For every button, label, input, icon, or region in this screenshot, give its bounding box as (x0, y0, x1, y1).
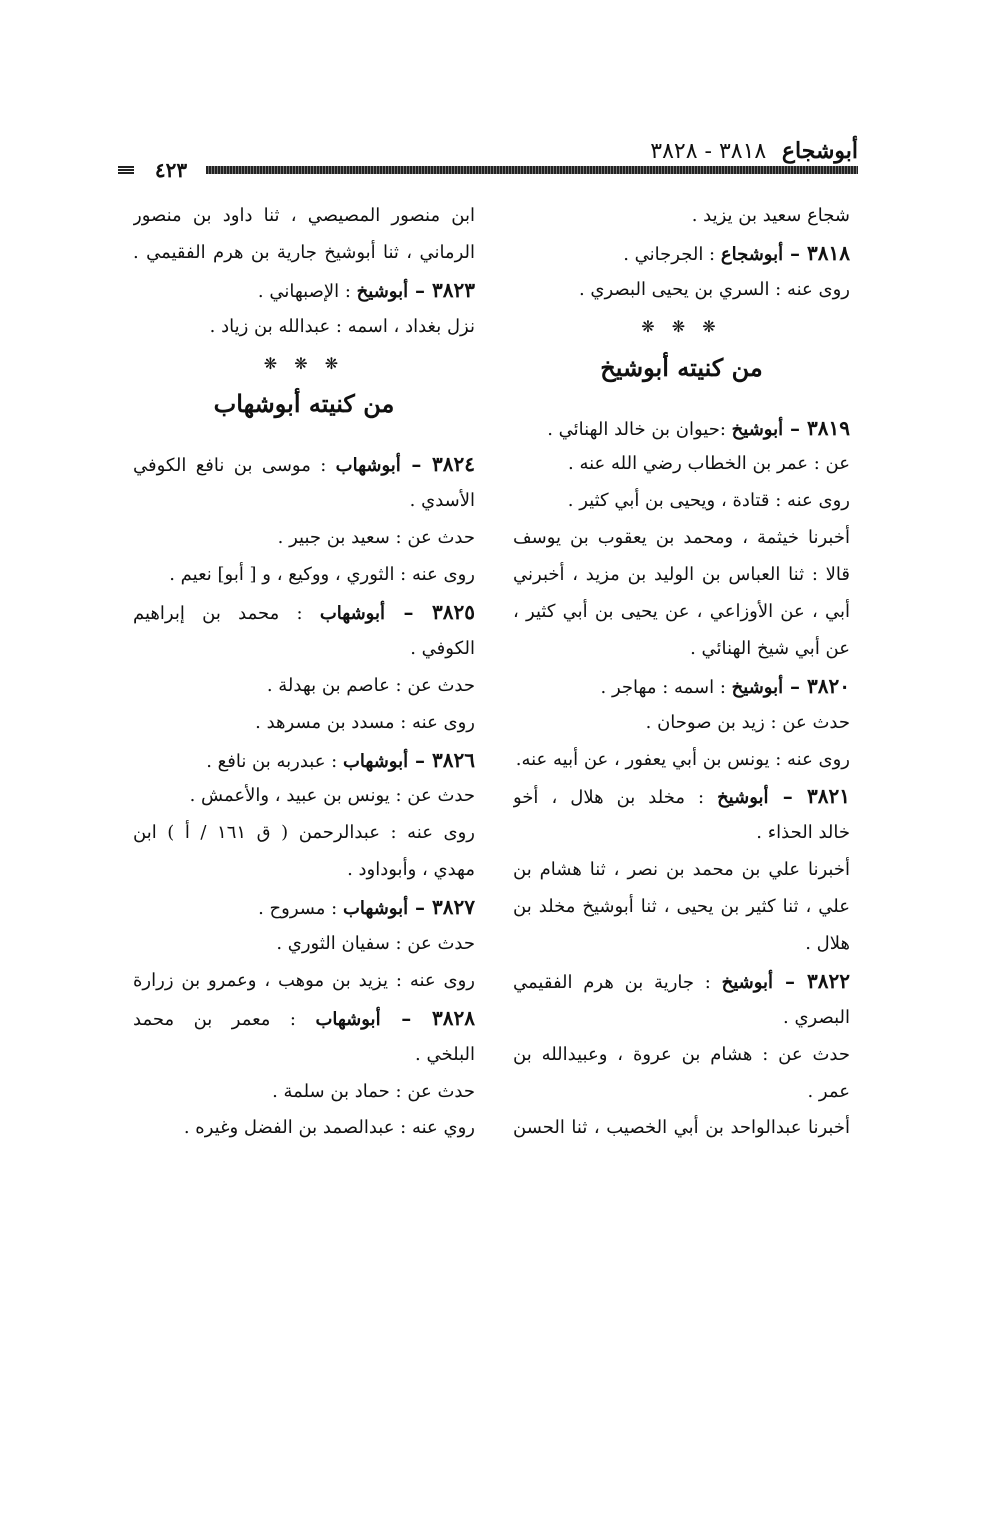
text-line: حدث عن : سعيد بن جبير . (277, 527, 475, 549)
entry-kunya: أبوشهاب (315, 1008, 381, 1030)
right-column (513, 198, 850, 1147)
entry-line (513, 963, 850, 1000)
spacer (513, 390, 850, 410)
text-line: أخبرنا خيثمة ، ومحمد بن يعقوب بن يوسف (513, 527, 850, 549)
section-divider: ❋ ❋ ❋ (641, 316, 722, 336)
text-line: روى عنه : يونس بن أبي يعفور ، عن أبيه عنه. (515, 748, 850, 770)
text-line: هلال . (805, 933, 850, 955)
text-line: البصري . (783, 1006, 850, 1028)
running-title (650, 138, 858, 164)
entry-number: ٣٨٢٧ – (408, 895, 475, 920)
entry-number: ٣٨٢٦ – (408, 747, 475, 772)
entry-number: ٣٨٢٣ – (408, 277, 475, 302)
left-column (133, 198, 475, 1147)
entry-kunya: أبوشجاع (720, 243, 784, 265)
entry-line (513, 410, 850, 447)
entry-line (133, 594, 475, 631)
entry-line (133, 742, 475, 779)
text-line: شجاع سعيد بن يزيد . (691, 205, 850, 226)
text-line: أخبرنا عبدالواحد بن أبي الخصيب ، ثنا الحسن (513, 1117, 850, 1139)
text-line: أبي ، عن الأوزاعي ، عن يحيى بن أبي كثير ، (513, 601, 850, 623)
text-line: روى عنه : عبدالرحمن ( ق ١٦١ / أ ) ابن (133, 822, 475, 844)
entry-kunya: أبوشهاب (342, 750, 409, 772)
entry-kunya: أبوشيخ (717, 787, 769, 809)
text-line: روى عنه : الثوري ، ووكيع ، و [ أبو] نعيم . (169, 564, 475, 586)
text-line: حدث عن : عاصم بن بهدلة . (266, 674, 475, 696)
section-heading: من كنيته أبوشهاب (213, 389, 395, 419)
text-line: قالا : ثنا العباس بن الوليد بن مزيد ، أخبرني (513, 564, 850, 586)
entry-text: : معمر بن محمد (133, 1008, 316, 1030)
entry-line (133, 272, 475, 309)
section-heading: من كنيته أبوشيخ (600, 352, 763, 382)
entry-line (513, 778, 850, 815)
page-header (118, 138, 858, 182)
text-line: روي عنه : عبدالصمد بن الفضل وغيره . (183, 1117, 475, 1139)
text-line: علي ، ثنا كثير بن يحيى ، ثنا أبوشيخ مخلد بن (513, 896, 850, 918)
text-line: الرماني ، ثنا أبوشيخ جارية بن هرم الفقيمي . (133, 241, 475, 263)
entry-line (513, 235, 850, 272)
text-line: روى عنه : السري بن يحيى البصري . (578, 278, 850, 300)
text-line: البلخي . (415, 1043, 475, 1065)
text-line: نزل بغداد ، اسمه : عبدالله بن زياد . (209, 315, 475, 337)
entry-text: : اسمه : مهاجر . (600, 676, 732, 698)
text-line: مهدي ، وأبوداود . (347, 859, 475, 881)
header-rule (206, 166, 858, 174)
entry-text: : مسروح . (258, 898, 343, 920)
text-line: الكوفي . (410, 637, 475, 659)
entry-kunya: أبوشهاب (335, 455, 401, 477)
text-line: عن أبي شيخ الهنائي . (690, 637, 850, 659)
text-line: عن : عمر بن الخطاب رضي الله عنه . (568, 453, 850, 475)
text-line: حدث عن : زيد بن صوحان . (645, 711, 850, 733)
running-title-kunya: أبوشجاع (781, 138, 858, 164)
entry-kunya: أبوشهاب (319, 603, 385, 625)
entry-number: ٣٨٢١ – (768, 784, 850, 809)
entry-number: ٣٨١٨ – (783, 240, 850, 265)
entry-text: :حيوان بن خالد الهنائي . (547, 418, 732, 440)
page-number: ٤٢٣ (118, 160, 206, 182)
entry-number: ٣٨٢٥ – (384, 600, 475, 625)
entry-number: ٣٨٢٨ – (380, 1005, 475, 1030)
entry-kunya: أبوشهاب (342, 898, 409, 920)
text-line: حدث عن : سفيان الثوري . (276, 933, 475, 955)
entry-text: : محمد بن إبراهيم (133, 603, 320, 625)
text-line: روى عنه : يزيد بن موهب ، وعمرو بن زرارة (133, 969, 475, 991)
entry-text: : الإصبهاني . (257, 280, 357, 302)
text-line: حدث عن : حماد بن سلمة . (272, 1080, 475, 1102)
entry-kunya: أبوشيخ (731, 418, 784, 440)
entry-line (133, 1000, 475, 1037)
entry-number: ٣٨٢٠ – (783, 673, 850, 698)
text-line: خالد الحذاء . (756, 822, 850, 844)
entry-text: : جارية بن هرم الفقيمي (513, 971, 722, 993)
text-line: حدث عن : يونس بن عبيد ، والأعمش . (189, 785, 475, 807)
text-line: الأسدي . (409, 490, 475, 512)
text-line: روى عنه : مسدد بن مسرهد . (255, 711, 475, 733)
text-line: ابن منصور المصيصي ، ثنا داود بن منصور (133, 205, 475, 226)
section-divider: ❋ ❋ ❋ (263, 353, 345, 373)
entry-range: ٣٨١٨ - ٣٨٢٨ (650, 139, 767, 164)
entry-line (133, 446, 475, 483)
entry-text: : عبدربه بن نافع . (206, 750, 343, 772)
entry-kunya: أبوشيخ (721, 971, 774, 993)
entry-text: : موسى بن نافع الكوفي (133, 455, 336, 477)
entry-kunya: أبوشيخ (731, 676, 784, 698)
entry-text: : الجرجاني . (623, 243, 721, 265)
entry-kunya: أبوشيخ (356, 280, 409, 302)
entry-number: ٣٨١٩ – (783, 415, 850, 440)
spacer (133, 426, 475, 446)
entry-text: : مخلد بن هلال ، أخو (513, 787, 718, 809)
entry-line (133, 889, 475, 926)
text-line: أخبرنا علي بن محمد بن نصر ، ثنا هشام بن (513, 859, 850, 881)
entry-number: ٣٨٢٤ – (400, 452, 475, 477)
text-line: روى عنه : قتادة ، ويحيى بن أبي كثير . (567, 490, 850, 512)
entry-line (513, 668, 850, 705)
text-line: عمر . (807, 1080, 850, 1102)
entry-number: ٣٨٢٢ – (773, 968, 850, 993)
text-line: حدث عن : هشام بن عروة ، وعبيدالله بن (513, 1043, 850, 1065)
